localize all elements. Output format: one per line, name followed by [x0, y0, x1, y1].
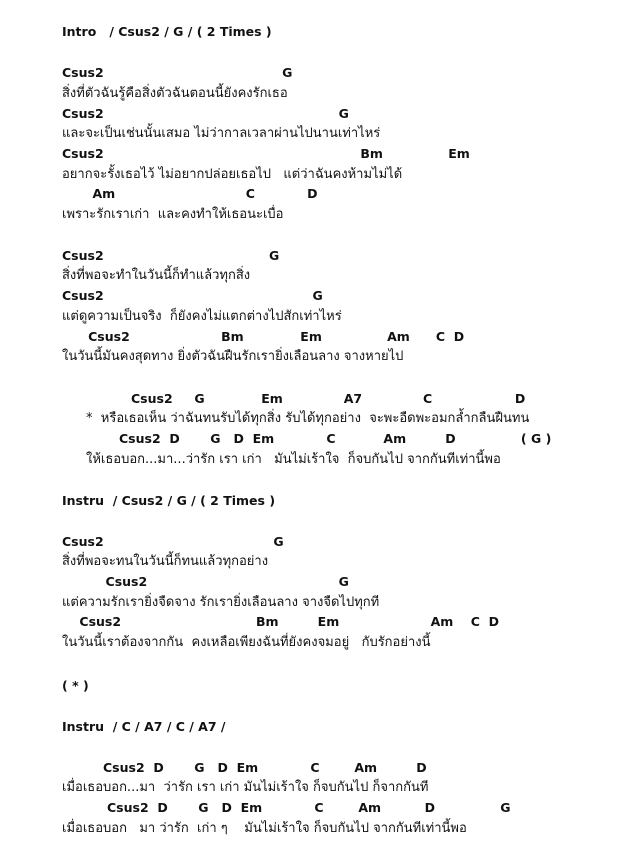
lyric-line: เมื่อเธอบอก มา ว่ารัก เก่า ๆ มันไม่เร้าใจ ก็จบกันไป จากกันทีเท่านี้พอ — [62, 821, 467, 836]
lyric-line: อยากจะรั้งเธอไว้ ไม่อยากปล่อยเธอไป แต่ว่าฉันคงห้ามไม่ได้ — [62, 167, 403, 182]
lyric-line: ในวันนี้เราต้องจากกัน คงเหลือเพียงฉันที่ยังคงจมอยู่ กับรักอย่างนี้ — [62, 635, 431, 650]
chord-line: Csus2 G — [62, 574, 349, 589]
lyric-line: และจะเป็นเช่นนั้นเสมอ ไม่ว่ากาลเวลาผ่านไปนานเท่าไหร่ — [62, 126, 381, 141]
chord-line: Csus2 G Em A7 C D — [131, 391, 526, 406]
lyric-line: เมื่อเธอบอก...มา ว่ารัก เรา เก่า มันไม่เร้าใจ ก็จบกันไป ก็จากกันที — [62, 780, 429, 795]
lyric-line: สิ่งที่ตัวฉันรู้คือสิ่งตัวฉันตอนนี้ยังคงรักเธอ — [62, 86, 288, 101]
lyric-line: แต่ความรักเรายิ่งจืดจาง รักเรายิ่งเลือนลาง จางจืดไปทุกที — [62, 595, 380, 610]
chord-line: Csus2 Bm Em — [62, 146, 470, 161]
intro-line: Intro / Csus2 / G / ( 2 Times ) — [62, 24, 272, 39]
chord-line: Am C D — [62, 186, 318, 201]
chord-line: Csus2 D G D Em C Am D G — [107, 800, 511, 815]
instru-line: Instru / C / A7 / C / A7 / — [62, 719, 226, 734]
chord-line: Csus2 D G D Em C Am D — [103, 760, 427, 775]
lyric-line: * หรือเธอเห็น ว่าฉันทนรับได้ทุกสิ่ง รับได้ทุกอย่าง จะพะอืดพะอมกล้ำกลืนฝืนทน — [86, 411, 530, 426]
chord-line: Csus2 G — [62, 288, 323, 303]
chord-line: Csus2 Bm Em Am C D — [62, 614, 499, 629]
chord-line: Csus2 D G D Em C Am D ( G ) — [119, 431, 552, 446]
chord-line: Csus2 G — [62, 534, 284, 549]
instru-line: Instru / Csus2 / G / ( 2 Times ) — [62, 493, 276, 508]
lyric-line: สิ่งที่พอจะทำในวันนี้ก็ทำแล้วทุกสิ่ง — [62, 268, 251, 283]
lyric-line: ในวันนี้มันคงสุดทาง ยิ่งตัวฉันฝืนรักเรายิ่งเลือนลาง จางหายไป — [62, 349, 404, 364]
lyric-line: สิ่งที่พอจะทนในวันนี้ก็ทนแล้วทุกอย่าง — [62, 554, 269, 569]
lyric-line: ให้เธอบอก...มา...ว่ารัก เรา เก่า มันไม่เร้าใจ ก็จบกันไป จากกันทีเท่านี้พอ — [86, 452, 501, 467]
chord-line: Csus2 Bm Em Am C D — [62, 329, 465, 344]
chord-line: Csus2 G — [62, 248, 280, 263]
chord-line: Csus2 G — [62, 106, 349, 121]
chord-line: Csus2 G — [62, 65, 293, 80]
lyric-line: แต่ดูความเป็นจริง ก็ยังคงไม่แตกต่างไปสักเท่าไหร่ — [62, 309, 342, 324]
lyric-line: เพราะรักเราเก่า และคงทำให้เธอนะเบื่อ — [62, 207, 284, 222]
repeat-marker: ( * ) — [62, 678, 89, 693]
